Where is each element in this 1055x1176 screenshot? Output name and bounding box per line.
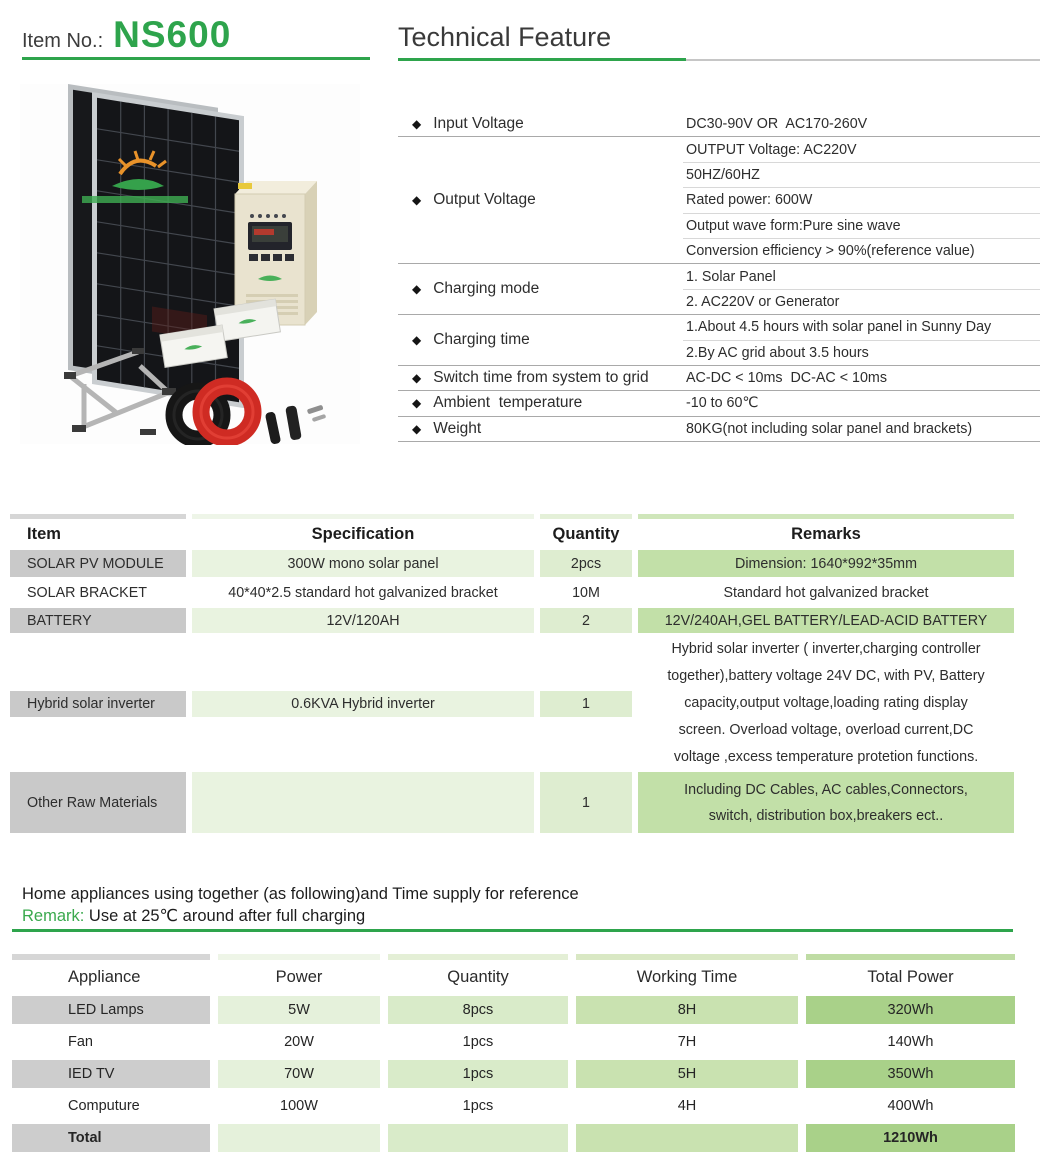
feature-value: 1. Solar Panel (683, 264, 1040, 289)
col-header-working-time: Working Time (636, 968, 738, 986)
diamond-bullet-icon: ◆ (412, 333, 422, 348)
feature-label (398, 366, 683, 391)
cell-qty-band: 1 (540, 691, 632, 717)
cell-spec: 40*40*2.5 standard hot galvanized bracket (228, 584, 498, 601)
col-header-quantity: Quantity (447, 968, 509, 986)
cell-working-time: 5H (576, 1060, 798, 1088)
item-number-underline (22, 57, 370, 60)
remarks-line: capacity,output voltage,loading rating display (684, 695, 968, 711)
appliance-table (12, 954, 1015, 1152)
col-header-item: Item (27, 524, 61, 543)
cell-appliance: LED Lamps (12, 996, 210, 1024)
cell-item-band: Hybrid solar inverter (10, 691, 186, 717)
feature-value: 80KG(not including solar panel and brackets) (683, 417, 1040, 442)
cell-appliance: Total (12, 1124, 210, 1152)
feature-label (398, 315, 683, 366)
cell-working-time: 8H (576, 996, 798, 1024)
appliance-table-header (12, 963, 1015, 992)
feature-label (398, 137, 683, 264)
feature-table (398, 112, 1040, 442)
cell-spec: 300W mono solar panel (192, 550, 534, 577)
cell-appliance: Fan (68, 1034, 93, 1050)
col-header-power: Power (275, 968, 323, 986)
item-no-value: NS600 (113, 14, 232, 55)
cell-power (218, 1124, 380, 1152)
table-row (12, 1060, 1015, 1088)
cell-appliance: IED TV (12, 1060, 210, 1088)
appliance-table-top-bands (12, 954, 1015, 960)
appliance-note-line1: Home appliances using together (as following)and Time supply for reference (22, 885, 579, 903)
cell-remarks (638, 636, 1014, 771)
table-row (12, 1028, 1015, 1056)
cell-remarks: Dimension: 1640*992*35mm (638, 550, 1014, 577)
diamond-bullet-icon: ◆ (412, 396, 422, 411)
remark-text: Use at 25℃ around after full charging (84, 907, 366, 925)
band (218, 954, 380, 960)
table-row (10, 608, 1015, 633)
cell-item: Other Raw Materials (10, 772, 186, 833)
cell-total-power: 400Wh (887, 1098, 934, 1114)
feature-label-text: Switch time from system to grid (433, 369, 649, 387)
cell-power: 20W (284, 1034, 314, 1050)
cell-spec (192, 636, 534, 771)
cell-quantity: 1pcs (462, 1098, 494, 1114)
underline-green-segment (398, 58, 686, 61)
appliance-note (22, 883, 579, 927)
remarks-line: Including DC Cables, AC cables,Connectors, (684, 781, 968, 798)
components-table-top-bands (10, 514, 1015, 519)
feature-value: Conversion efficiency > 90%(reference value) (683, 239, 1040, 264)
cell-remarks: Standard hot galvanized bracket (723, 584, 929, 601)
band (576, 954, 798, 960)
table-row (10, 636, 1015, 769)
cell-spec (192, 772, 534, 833)
cell-item (10, 636, 186, 771)
feature-label-text: Charging time (433, 331, 530, 349)
cell-total-power: 320Wh (806, 996, 1015, 1024)
feature-value: -10 to 60℃ (683, 391, 1040, 416)
cell-working-time: 4H (677, 1098, 697, 1114)
feature-value: 1.About 4.5 hours with solar panel in Sunny Day (683, 315, 1040, 340)
feature-label (398, 417, 683, 442)
col-header-remarks: Remarks (791, 524, 861, 543)
cell-qty: 10M (572, 584, 600, 601)
feature-label-text: Ambient temperature (433, 394, 583, 412)
remarks-line: together),battery voltage 24V DC, with PV, Battery (667, 668, 985, 684)
table-row (10, 550, 1015, 577)
col-header-quantity: Quantity (552, 524, 620, 543)
cell-qty: 2pcs (540, 550, 632, 577)
diamond-bullet-icon: ◆ (412, 421, 422, 436)
table-row (10, 580, 1015, 605)
feature-value: Rated power: 600W (683, 188, 1040, 213)
cell-appliance: Computure (68, 1098, 140, 1114)
feature-value: 50HZ/60HZ (683, 163, 1040, 188)
col-header-specification: Specification (311, 524, 415, 543)
cell-quantity: 8pcs (388, 996, 568, 1024)
feature-value: 2.By AC grid about 3.5 hours (683, 341, 1040, 366)
section-title-underline (398, 58, 1040, 61)
col-header-appliance: Appliance (68, 968, 141, 986)
product-photo (20, 83, 360, 445)
feature-value: OUTPUT Voltage: AC220V (683, 137, 1040, 162)
cell-qty: 2 (540, 608, 632, 633)
feature-label-text: Weight (433, 419, 482, 437)
cell-working-time: 7H (677, 1034, 697, 1050)
cell-quantity (388, 1124, 568, 1152)
cell-total-power: 350Wh (806, 1060, 1015, 1088)
cell-working-time (576, 1124, 798, 1152)
band (12, 954, 210, 960)
cell-total-power: 1210Wh (806, 1124, 1015, 1152)
cell-quantity: 1pcs (388, 1060, 568, 1088)
components-table (10, 514, 1015, 833)
cell-qty (540, 636, 632, 771)
remarks-line: switch, distribution box,breakers ect.. (708, 807, 944, 824)
cell-remarks: 12V/240AH,GEL BATTERY/LEAD-ACID BATTERY (638, 608, 1014, 633)
green-divider-rule (12, 929, 1013, 932)
diamond-bullet-icon: ◆ (412, 371, 422, 386)
band (540, 514, 632, 519)
cell-power: 100W (280, 1098, 318, 1114)
feature-label (398, 391, 683, 416)
appliance-note-line2 (22, 905, 579, 927)
band (806, 954, 1015, 960)
cell-item: SOLAR BRACKET (27, 584, 147, 601)
band (638, 514, 1014, 519)
remarks-line: Hybrid solar inverter ( inverter,charging controller (671, 641, 981, 657)
cell-item: BATTERY (10, 608, 186, 633)
feature-label-text: Charging mode (433, 280, 540, 298)
cell-power: 70W (218, 1060, 380, 1088)
feature-value: AC-DC < 10ms DC-AC < 10ms (683, 366, 1040, 391)
feature-label-text: Input Voltage (433, 115, 524, 133)
remark-label: Remark: (22, 907, 85, 925)
item-number-header (22, 14, 231, 56)
band (192, 514, 534, 519)
diamond-bullet-icon: ◆ (412, 193, 422, 208)
diamond-bullet-icon: ◆ (412, 117, 422, 132)
feature-value: 2. AC220V or Generator (683, 290, 1040, 315)
col-header-total-power: Total Power (867, 968, 954, 986)
table-row (12, 1092, 1015, 1120)
remarks-line: voltage ,excess temperature protetion functions. (673, 749, 979, 765)
cell-spec: 12V/120AH (192, 608, 534, 633)
band (10, 514, 186, 519)
cell-qty: 1 (540, 772, 632, 833)
components-table-header (10, 521, 1015, 547)
feature-value: DC30-90V OR AC170-260V (683, 112, 1040, 137)
item-no-label: Item No.: (22, 30, 104, 52)
remarks-line: screen. Overload voltage, overload current,DC (678, 722, 974, 738)
table-row (12, 996, 1015, 1024)
table-row-total (12, 1124, 1015, 1152)
band (388, 954, 568, 960)
cell-total-power: 140Wh (887, 1034, 934, 1050)
feature-label-text: Output Voltage (433, 191, 536, 209)
feature-label (398, 112, 683, 137)
cell-power: 5W (218, 996, 380, 1024)
feature-value: Output wave form:Pure sine wave (683, 214, 1040, 239)
section-title: Technical Feature (398, 22, 612, 52)
table-row (10, 772, 1015, 833)
feature-label (398, 264, 683, 315)
cell-quantity: 1pcs (462, 1034, 494, 1050)
cell-spec-band: 0.6KVA Hybrid inverter (192, 691, 534, 717)
cell-item: SOLAR PV MODULE (10, 550, 186, 577)
diamond-bullet-icon: ◆ (412, 282, 422, 297)
cell-remarks (638, 772, 1014, 833)
underline-gray-segment (686, 59, 1040, 61)
